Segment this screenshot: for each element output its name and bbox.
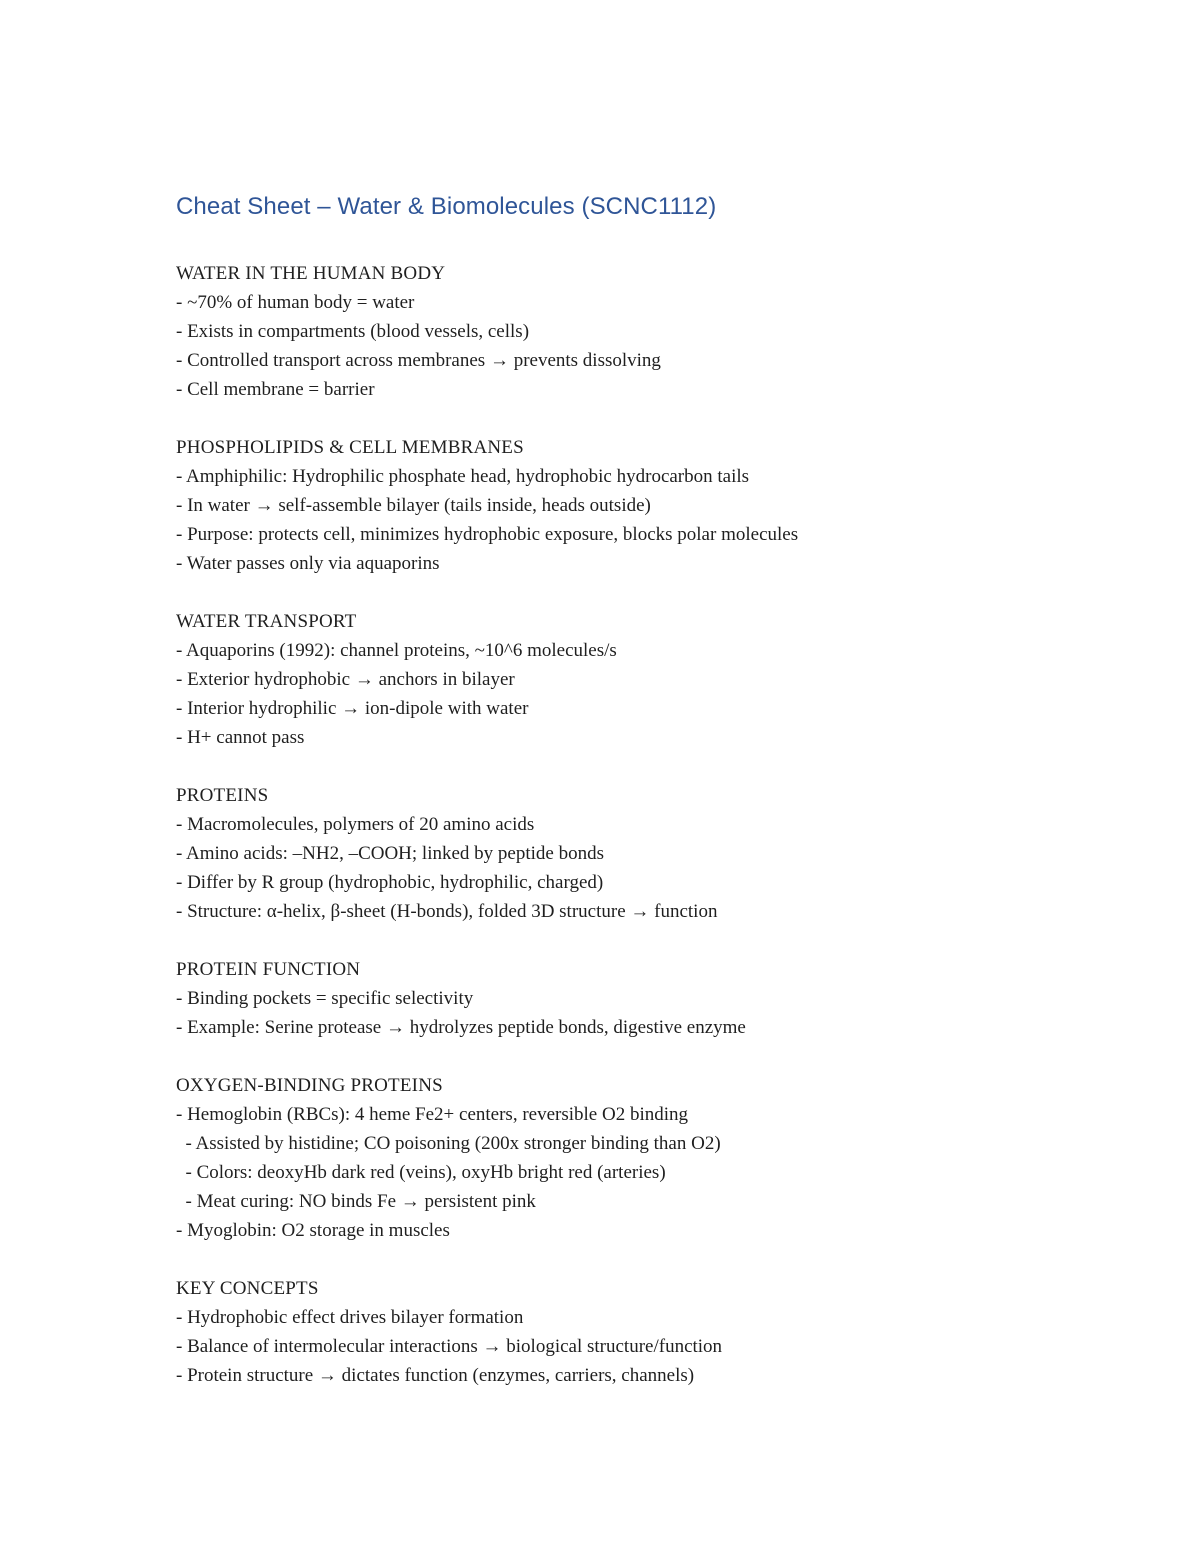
bullet-line: - Colors: deoxyHb dark red (veins), oxyHb bright red (arteries) bbox=[176, 1162, 666, 1183]
bullet-line: - Balance of intermolecular interactions → biological structure/function bbox=[176, 1336, 723, 1357]
bullet-line: - Protein structure → dictates function (enzymes, carriers, channels) bbox=[176, 1365, 695, 1386]
bullet-line: - Assisted by histidine; CO poisoning (200x stronger binding than O2) bbox=[176, 1133, 721, 1154]
bullet-line: - Hydrophobic effect drives bilayer formation bbox=[176, 1307, 524, 1328]
document-title: Cheat Sheet – Water & Biomolecules (SCNC1112) bbox=[176, 193, 717, 220]
section-heading: WATER IN THE HUMAN BODY bbox=[176, 263, 446, 284]
section bbox=[176, 433, 1136, 578]
bullet-line: - Exists in compartments (blood vessels, cells) bbox=[176, 321, 530, 342]
section-heading: WATER TRANSPORT bbox=[176, 611, 357, 632]
bullet-line: - Differ by R group (hydrophobic, hydrophilic, charged) bbox=[176, 872, 604, 893]
bullet-line: - ~70% of human body = water bbox=[176, 292, 415, 313]
bullet-line: - Amphiphilic: Hydrophilic phosphate head, hydrophobic hydrocarbon tails bbox=[176, 466, 750, 487]
bullet-line: - Aquaporins (1992): channel proteins, ~10^6 molecules/s bbox=[176, 640, 617, 661]
section bbox=[176, 1071, 1136, 1245]
bullet-line: - H+ cannot pass bbox=[176, 727, 305, 748]
bullet-line: - Exterior hydrophobic → anchors in bilayer bbox=[176, 669, 515, 690]
section bbox=[176, 607, 1136, 752]
bullet-line: - Macromolecules, polymers of 20 amino acids bbox=[176, 814, 535, 835]
section bbox=[176, 1274, 1136, 1390]
bullet-line: - Meat curing: NO binds Fe → persistent pink bbox=[176, 1191, 536, 1212]
bullet-line: - Hemoglobin (RBCs): 4 heme Fe2+ centers, reversible O2 binding bbox=[176, 1104, 689, 1125]
bullet-line: - Myoglobin: O2 storage in muscles bbox=[176, 1220, 450, 1241]
section bbox=[176, 781, 1136, 926]
bullet-line: - Structure: α-helix, β-sheet (H-bonds), folded 3D structure → function bbox=[176, 901, 718, 922]
bullet-line: - Water passes only via aquaporins bbox=[176, 553, 440, 574]
bullet-line: - Example: Serine protease → hydrolyzes peptide bonds, digestive enzyme bbox=[176, 1017, 746, 1038]
section-list bbox=[176, 259, 1136, 1390]
section-heading: PROTEIN FUNCTION bbox=[176, 959, 361, 980]
bullet-line: - In water → self-assemble bilayer (tails inside, heads outside) bbox=[176, 495, 651, 516]
section-heading: KEY CONCEPTS bbox=[176, 1278, 319, 1299]
bullet-line: - Binding pockets = specific selectivity bbox=[176, 988, 474, 1009]
bullet-line: - Interior hydrophilic → ion-dipole with water bbox=[176, 698, 529, 719]
bullet-line: - Cell membrane = barrier bbox=[176, 379, 375, 400]
bullet-line: - Amino acids: –NH2, –COOH; linked by peptide bonds bbox=[176, 843, 604, 864]
section-heading: PROTEINS bbox=[176, 785, 269, 806]
bullet-line: - Controlled transport across membranes → prevents dissolving bbox=[176, 350, 661, 371]
bullet-line: - Purpose: protects cell, minimizes hydrophobic exposure, blocks polar molecules bbox=[176, 524, 799, 545]
document-body bbox=[176, 190, 1136, 1419]
section-heading: OXYGEN-BINDING PROTEINS bbox=[176, 1075, 443, 1096]
section-heading: PHOSPHOLIPIDS & CELL MEMBRANES bbox=[176, 437, 524, 458]
section bbox=[176, 259, 1136, 404]
section bbox=[176, 955, 1136, 1042]
